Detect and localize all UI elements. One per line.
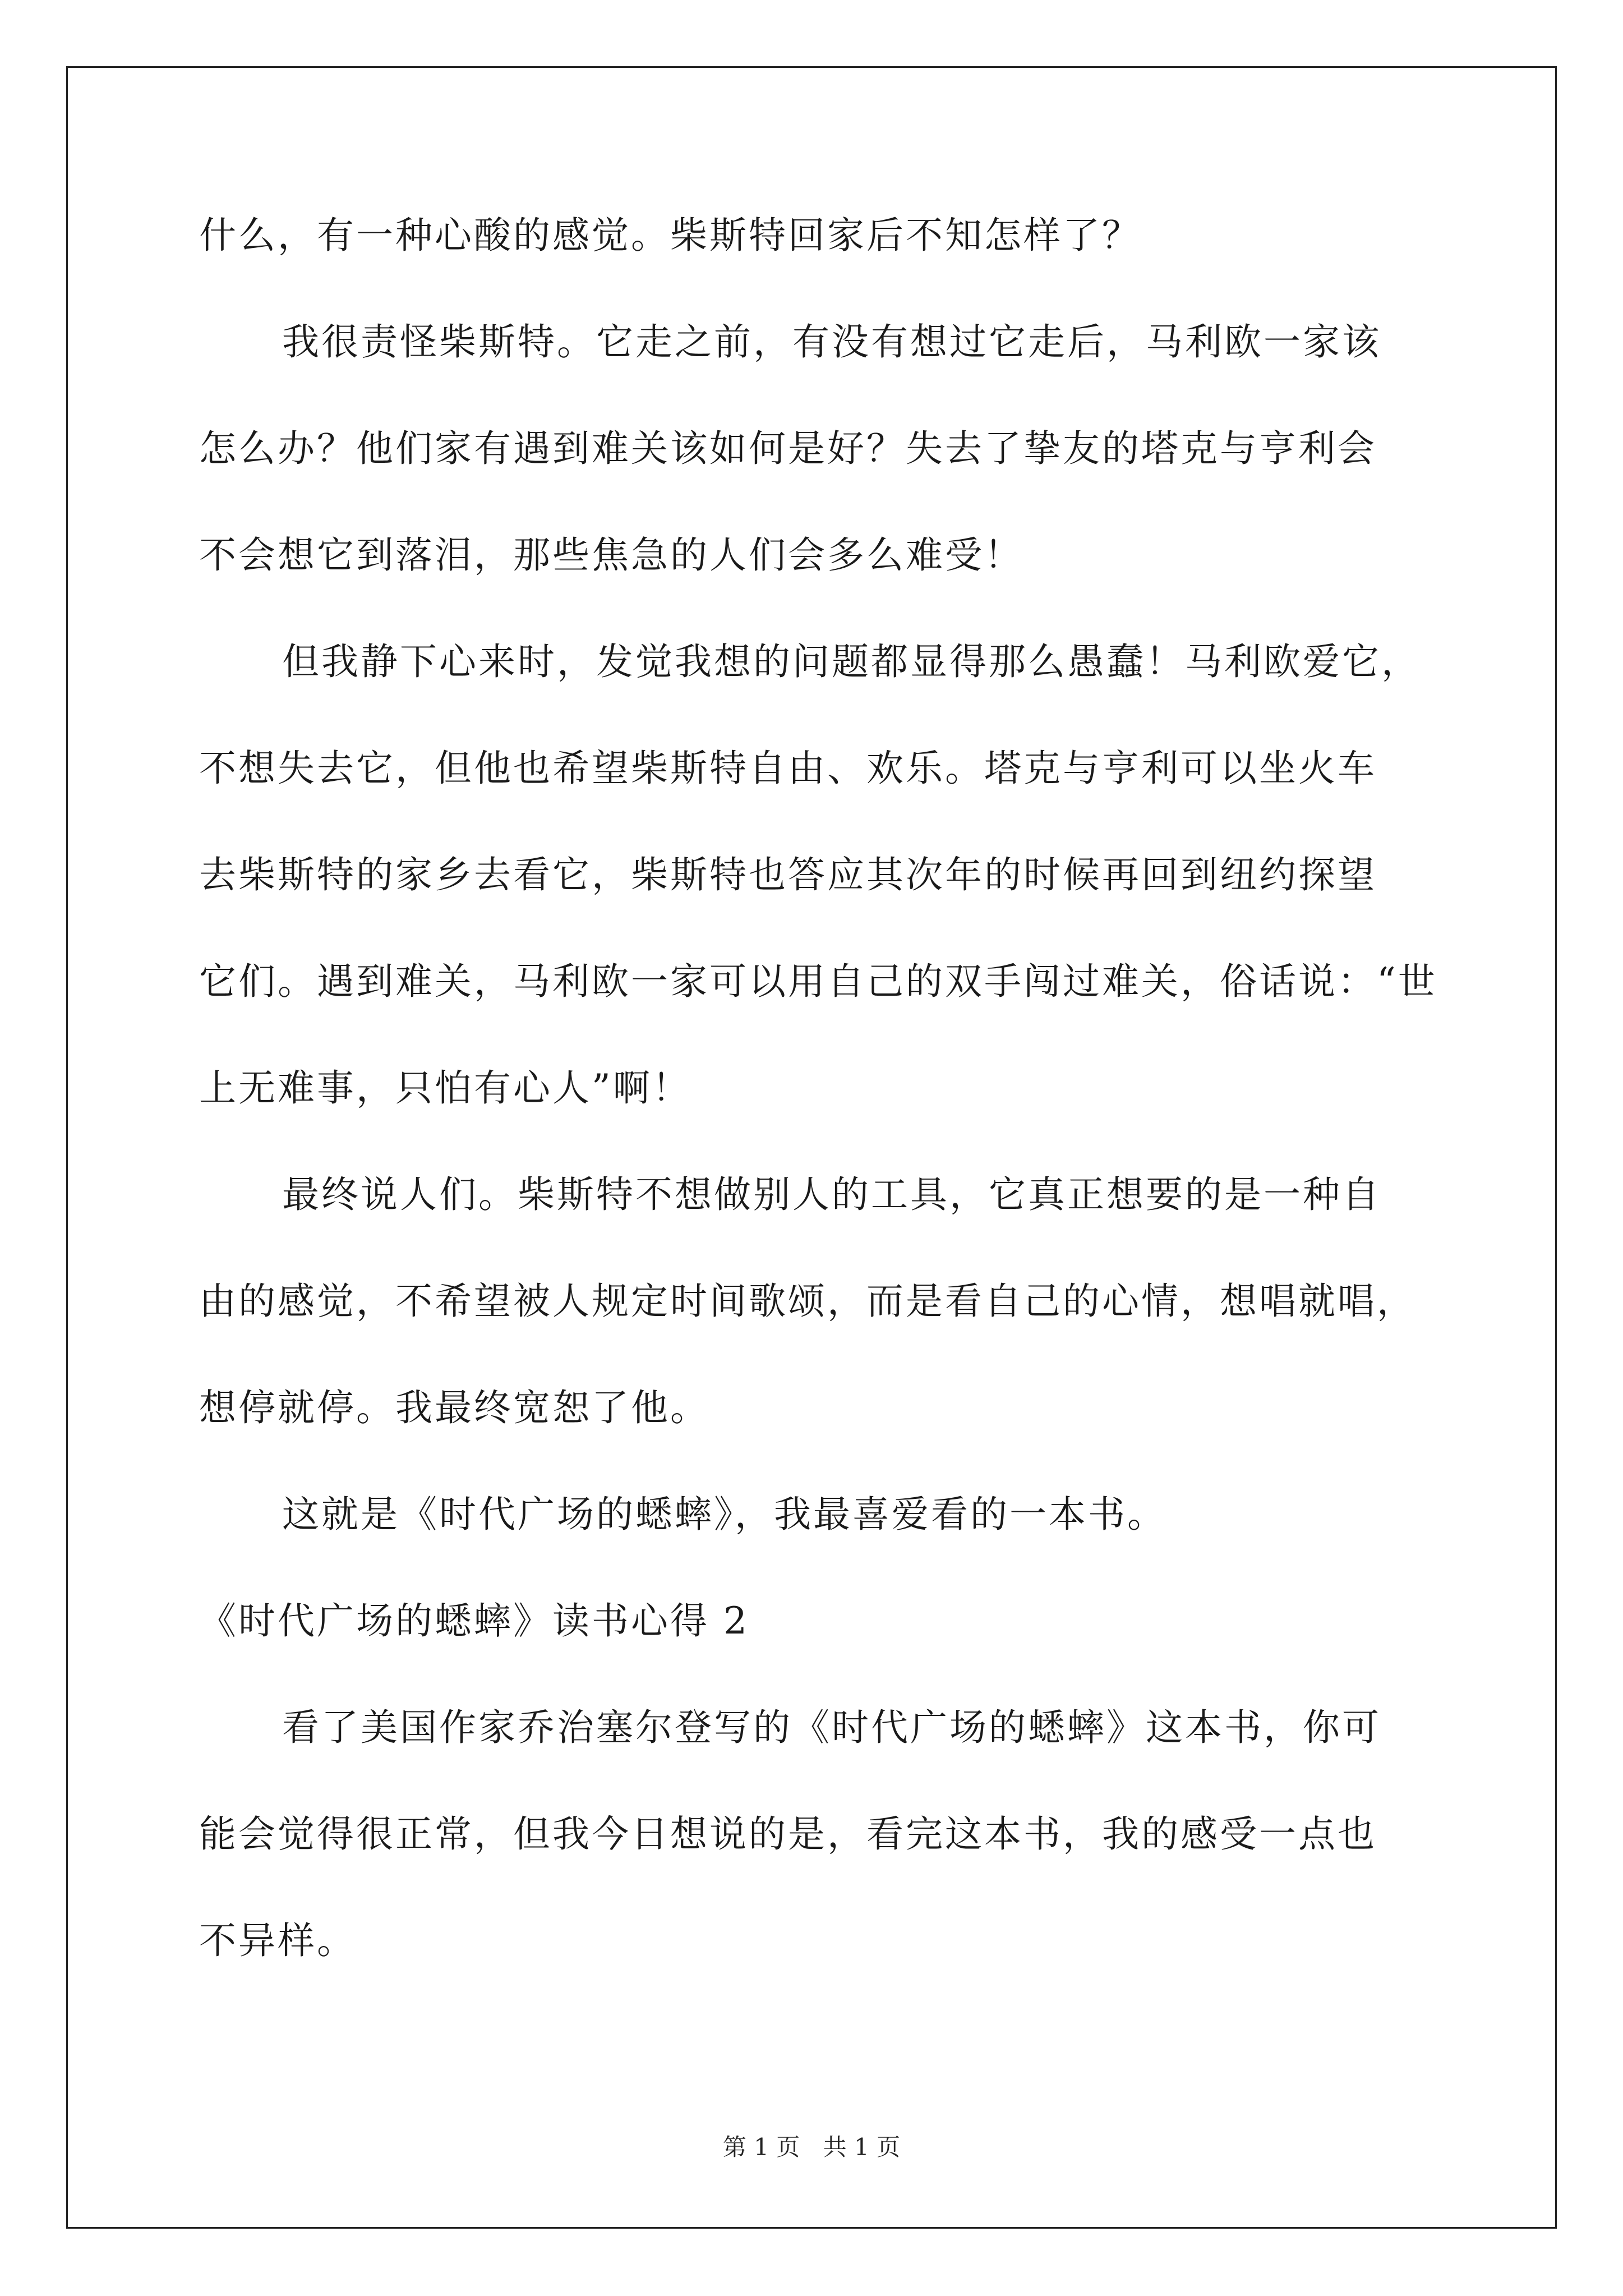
text-line: 去柴斯特的家乡去看它，柴斯特也答应其次年的时候再回到纽约探望 — [199, 853, 1377, 896]
text-line: 不想失去它，但他也希望柴斯特自由、欢乐。塔克与亨利可以坐火车 — [199, 747, 1377, 790]
text-line: 什么，有一种心酸的感觉。柴斯特回家后不知怎样了？ — [199, 214, 1141, 257]
page-border — [66, 66, 1557, 2229]
text-line: 它们。遇到难关，马利欧一家可以用自己的双手闯过难关，俗话说：“世 — [199, 960, 1437, 1003]
text-line: 怎么办？他们家有遇到难关该如何是好？失去了挚友的塔克与亨利会 — [199, 427, 1377, 470]
page-total: 共 1 页 — [823, 2133, 901, 2161]
paragraph-start: 但我静下心来时，发觉我想的问题都显得那么愚蠢！马利欧爱它， — [282, 640, 1421, 683]
page-footer — [0, 2129, 1623, 2162]
text-line: 想停就停。我最终宽恕了他。 — [199, 1386, 709, 1429]
page-number: 第 1 页 — [722, 2133, 800, 2161]
paragraph-start: 看了美国作家乔治塞尔登写的《时代广场的蟋蟀》这本书，你可 — [282, 1706, 1381, 1749]
text-line: 能会觉得很正常，但我今日想说的是，看完这本书，我的感受一点也 — [199, 1812, 1377, 1856]
paragraph-start: 这就是《时代广场的蟋蟀》，我最喜爱看的一本书。 — [282, 1493, 1166, 1536]
paragraph-start: 最终说人们。柴斯特不想做别人的工具，它真正想要的是一种自 — [282, 1173, 1381, 1216]
text-line: 上无难事，只怕有心人”啊！ — [199, 1066, 691, 1110]
text-line: 由的感觉，不希望被人规定时间歌颂，而是看自己的心情，想唱就唱， — [199, 1280, 1416, 1323]
paragraph-start: 我很责怪柴斯特。它走之前，有没有想过它走后，马利欧一家该 — [282, 320, 1381, 364]
text-line: 不会想它到落泪，那些焦急的人们会多么难受！ — [199, 533, 1023, 577]
text-line: 不异样。 — [199, 1919, 356, 1962]
section-heading: 《时代广场的蟋蟀》读书心得 2 — [199, 1599, 749, 1642]
